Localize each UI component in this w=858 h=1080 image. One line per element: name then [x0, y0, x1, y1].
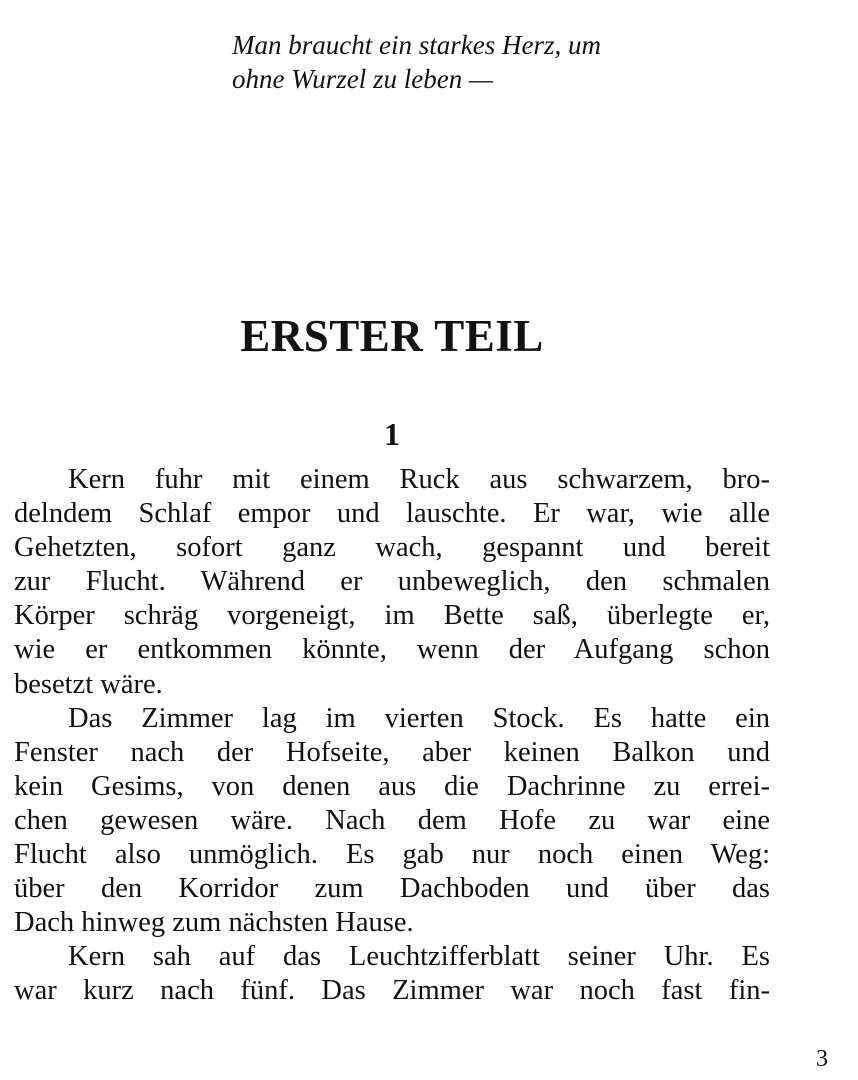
text-line: Fenster nach der Hofseite, aber keinen Balkon und: [14, 736, 770, 768]
text-line: besetzt wäre.: [14, 668, 163, 700]
epigraph-line: ohne Wurzel zu leben —: [232, 64, 493, 94]
text-line: wie er entkommen könnte, wenn der Aufgang schon: [14, 634, 770, 666]
epigraph-line: Man braucht ein starkes Herz, um: [232, 30, 601, 60]
text-line: Das Zimmer lag im vierten Stock. Es hatte ein: [68, 702, 770, 734]
text-line: Kern sah auf das Leuchtzifferblatt seiner Uhr. Es: [68, 941, 770, 973]
text-line: Dach hinweg zum nächsten Hause.: [14, 907, 414, 939]
text-line: Gehetzten, sofort ganz wach, gespannt und bereit: [14, 532, 770, 564]
text-line: kein Gesims, von denen aus die Dachrinne zu errei-: [14, 770, 770, 802]
text-line: zur Flucht. Während er unbeweglich, den schmalen: [14, 566, 770, 598]
page-number: 3: [816, 1046, 828, 1072]
text-line: über den Korridor zum Dachboden und über das: [14, 873, 770, 905]
text-line: Körper schräg vorgeneigt, im Bette saß, überlegte er,: [14, 600, 770, 632]
text-line: war kurz nach fünf. Das Zimmer war noch fast fin-: [14, 975, 770, 1007]
text-line: Kern fuhr mit einem Ruck aus schwarzem, bro-: [68, 464, 770, 495]
text-line: chen gewesen wäre. Nach dem Hofe zu war eine: [14, 804, 770, 836]
text-line: delndem Schlaf empor und lauschte. Er war, wie alle: [14, 498, 770, 530]
text-line: Flucht also unmöglich. Es gab nur noch einen Weg:: [14, 839, 770, 871]
epigraph: [232, 28, 792, 96]
chapter-text: [14, 463, 770, 1009]
chapter-number: 1: [384, 416, 400, 452]
part-title: ERSTER TEIL: [240, 311, 544, 361]
